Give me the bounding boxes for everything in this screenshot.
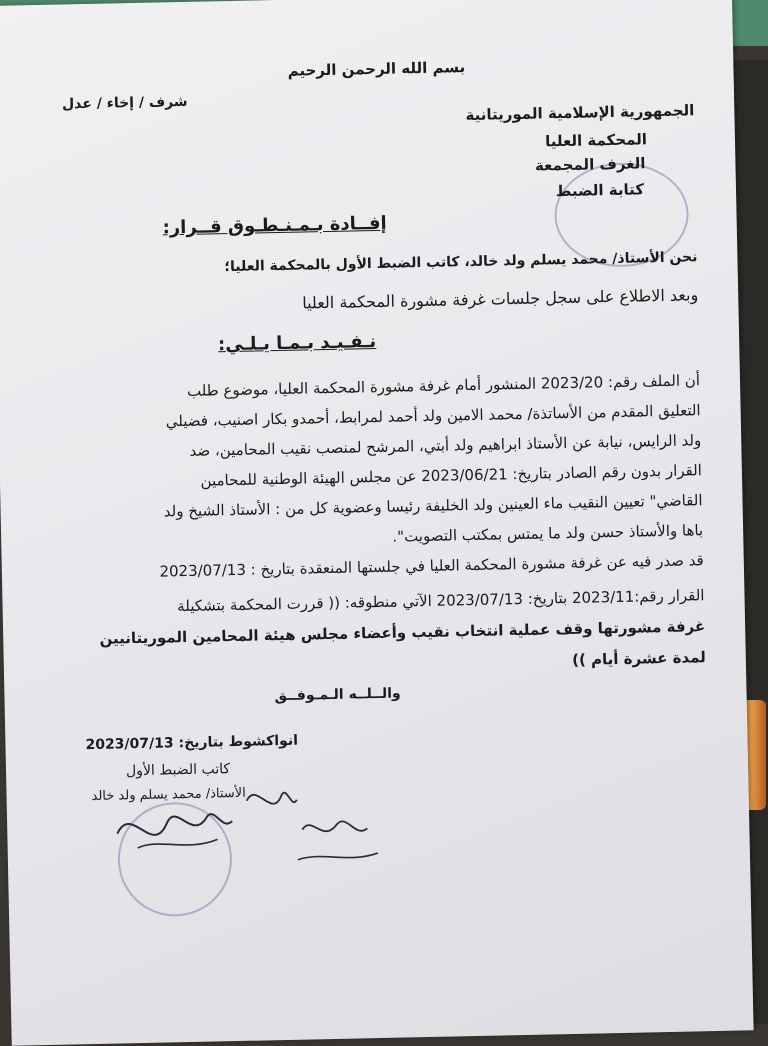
signature-title: كاتب الضبط الأول xyxy=(125,761,231,780)
body-line: القاضي" تعيين النقيب ماء العينين ولد الخليفة رئيسا وعضوية كل من : الأستاذ الشيخ ولد xyxy=(163,491,703,521)
heading-second: نـفـيـد بـمـا يـلـي: xyxy=(217,330,377,356)
header-line-4: كتابة الضبط xyxy=(555,180,645,201)
heading-main: إفــادة بـمـنـطـوق قــرار: xyxy=(162,212,387,239)
body-line: القرار بدون رقم الصادر بتاريخ: 2023/06/21 عن مجلس الهيئة الوطنية للمحامين xyxy=(200,461,703,490)
decision-line: القرار رقم:2023/11 بتاريخ: 2023/07/13 الآتي منطوقه: (( قررت المحكمة بتشكيلة xyxy=(177,586,705,616)
intro-line: نحن الأستاذ/ محمد يسلم ولد خالد، كاتب الضبط الأول بالمحكمة العليا؛ xyxy=(224,249,698,276)
body-line: أن الملف رقم: 2023/20 المنشور أمام غرفة مشورة المحكمة العليا، موضوع طلب xyxy=(186,371,701,400)
closing: والــلــه الـمـوفــق xyxy=(274,685,401,705)
body-line: ولد الرايس، نيابة عن الأستاذ ابراهيم ولد أبتي، المرشح لمنصب نقيب المحامين، ضد xyxy=(189,431,702,460)
motto: شرف / إخاء / عدل xyxy=(61,93,188,113)
header-line-3: الغرف المجمعة xyxy=(534,154,646,175)
basmala: بسم الله الرحمن الرحيم xyxy=(287,58,466,80)
handwritten-signature xyxy=(96,758,399,904)
body-line: التعليق المقدم من الأساتذة/ محمد الامين ولد أحمد لمرابط، أحمدو بكار اصنيب، فضيلي xyxy=(165,401,701,431)
decision-line: لمدة عشرة أيام )) xyxy=(571,648,706,669)
intro-line: وبعد الاطلاع على سجل جلسات غرفة مشورة المحكمة العليا xyxy=(302,285,699,313)
decision-line: غرفة مشورتها وقف عملية انتخاب نقيب وأعضاء مجلس هيئة المحامين الموريتانيين xyxy=(99,617,706,648)
header-line-1: الجمهورية الإسلامية الموريتانية xyxy=(465,101,695,125)
signature-place-date: انواكشوط بتاريخ: 2023/07/13 xyxy=(85,732,299,754)
header-line-2: المحكمة العليا xyxy=(544,130,648,151)
signature-name: الأستاذ/ محمد يسلم ولد خالد xyxy=(91,785,246,805)
decision-line: قد صدر فيه عن غرفة مشورة المحكمة العليا في جلستها المنعقدة بتاريخ : 2023/07/13 xyxy=(159,551,704,581)
body-line: باها والأستاذ حسن ولد ما يمتس بمكتب التصويت". xyxy=(392,521,704,546)
